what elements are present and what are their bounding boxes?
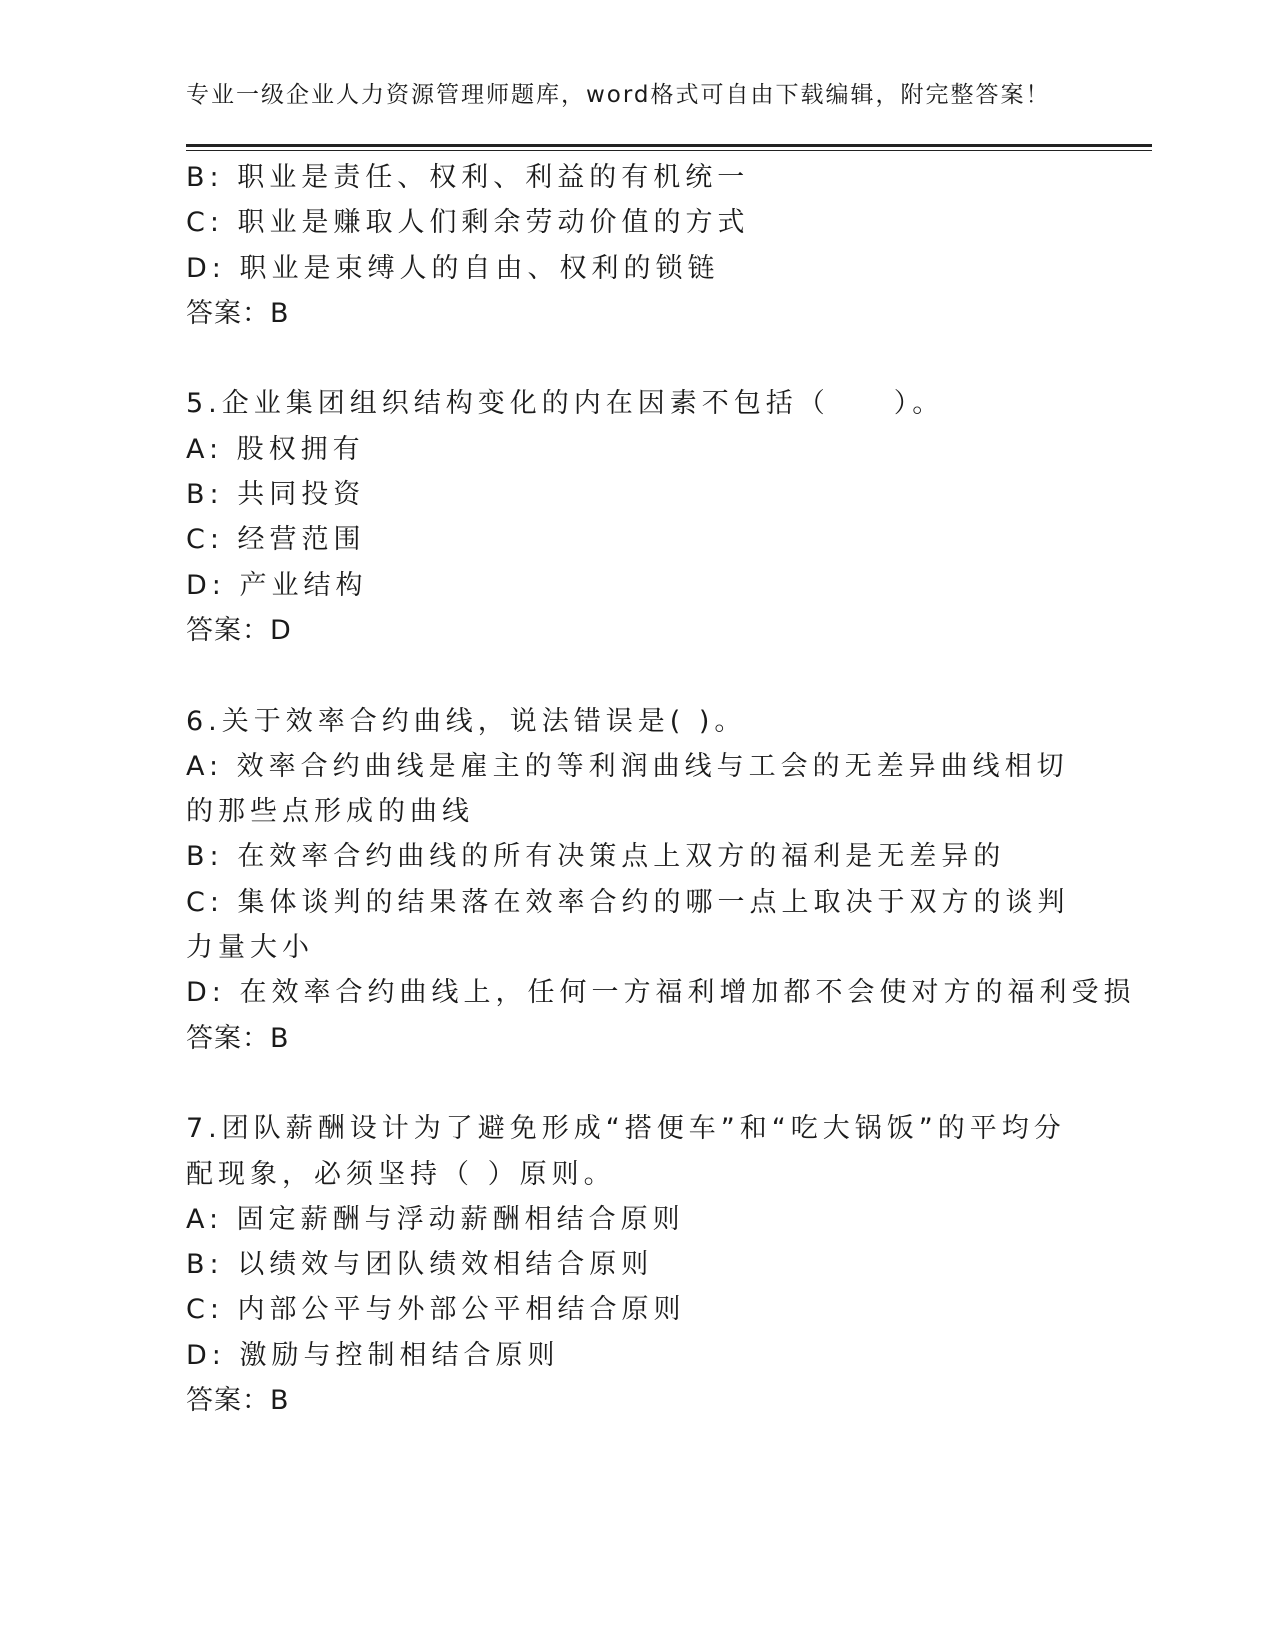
document-body (186, 155, 1136, 1423)
spacer (186, 1061, 1086, 1106)
option-a: A: 效率合约曲线是雇主的等利润曲线与工会的无差异曲线相切的那些点形成的曲线 (186, 750, 1069, 828)
option-b: B: 共同投资 (186, 479, 366, 511)
answer-line: 答案：B (186, 297, 290, 329)
spacer (186, 653, 1086, 698)
answer-line: 答案：B (186, 1385, 290, 1417)
question-text: 6.关于效率合约曲线，说法错误是( )。 (186, 705, 747, 737)
option-a: A: 股权拥有 (186, 433, 365, 465)
option-b: B: 在效率合约曲线的所有决策点上双方的福利是无差异的 (186, 841, 1006, 873)
option-c: C: 集体谈判的结果落在效率合约的哪一点上取决于双方的谈判力量大小 (186, 886, 1070, 964)
option-d: D: 产业结构 (186, 569, 368, 601)
option-b: B: 职业是责任、权利、利益的有机统一 (186, 162, 750, 193)
page-header: 专业一级企业人力资源管理师题库，word格式可自由下载编辑，附完整答案！ (186, 82, 1051, 108)
option-c: C: 经营范围 (186, 524, 366, 556)
option-b: B: 以绩效与团队绩效相结合原则 (186, 1249, 654, 1281)
question-text: 7.团队薪酬设计为了避免形成“搭便车”和“吃大锅饭”的平均分配现象，必须坚持（ ）原则。 (186, 1113, 1066, 1190)
option-c: C: 职业是赚取人们剩余劳动价值的方式 (186, 207, 750, 239)
option-d: D: 职业是束缚人的自由、权利的锁链 (186, 252, 720, 284)
answer-line: 答案：B (186, 1022, 290, 1054)
question-block-prev (186, 155, 1086, 336)
answer-line: 答案：D (186, 614, 292, 646)
question-block-5 (186, 381, 1086, 653)
spacer (186, 336, 1086, 381)
question-block-6 (186, 699, 1136, 1061)
question-text: 5.企业集团组织结构变化的内在因素不包括（ ）。 (186, 388, 945, 420)
option-c: C: 内部公平与外部公平相结合原则 (186, 1294, 686, 1326)
header-divider-thin (186, 150, 1152, 151)
header-divider-thick (186, 144, 1152, 147)
option-a: A: 固定薪酬与浮动薪酬相结合原则 (186, 1203, 685, 1235)
option-d: D: 在效率合约曲线上，任何一方福利增加都不会使对方的福利受损 (186, 977, 1136, 1009)
option-d: D: 激励与控制相结合原则 (186, 1339, 560, 1371)
question-block-7 (186, 1106, 1086, 1423)
